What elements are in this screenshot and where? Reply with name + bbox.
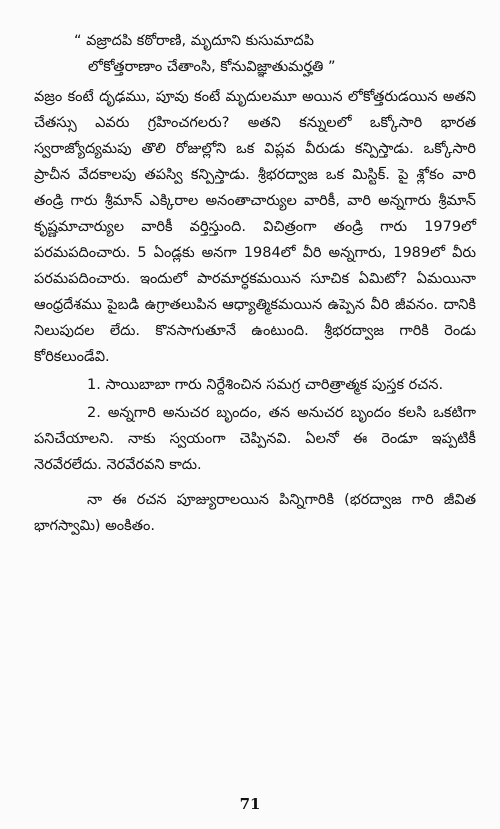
- wish-item-2: 2. అన్నగారి అనుచర బృందం, తన అనుచర బృందం కలసి ఒకటిగా పనిచేయాలని. నాకు స్వయంగా చెప్పినవి. ఏలనో ఈ రెండూ ఇప్పటికీ నెరవేరలేదు. నెరవేరవని కాదు.: [34, 405, 476, 473]
- body-paragraph: వజ్రం కంటే దృఢము, పూవు కంటే మృదులమూ అయిన లోకోత్తరుడయిన అతని చేతస్సు ఎవరు గ్రహించగలరు? అతని కన్నులలో ఒక్కోసారి భారత స్వరాజ్యోద్యమపు తొలి రోజుల్లోని ఒక విప్లవ వీరుడు కన్పిస్తాడు. ఒక్కోసారి ప్రాచీన వేదకాలపు తపస్వి కన్పిస్తాడు. శ్రీభరద్వాజ ఒక మిస్టిక్. పై శ్లోకం వారి తండ్రి గారు శ్రీమాన్ ఎక్కిరాల అనంతాచార్యుల వారికీ, వారి అన్నగారు శ్రీమాన్ కృష్ణమాచార్యుల వారికీ వర్తిస్తుంది. విచిత్రంగా తండ్రి గారు 1979లో పరమపదించారు. 5 ఏండ్లకు అనగా 1984లో వీరి అన్నగారు, 1989లో వీరు పరమపదించారు. ఇందులో పారమార్ధకమయిన సూచిక ఏమిటో? ఏమయినా ఆంధ్రదేశము పైబడి ఉగ్రాతలుపిన ఆధ్యాత్మికమయిన ఉప్పెన వీరి జీవనం. దానికి నిలుపుదల లేదు. కొనసాగుతూనే ఉంటుంది. శ్రీభరద్వాజ గారికి రెండు కోరికలుండేవి.: [34, 89, 476, 365]
- verse-line-1: “ వజ్రాదపి కఠోరాణి, మృదూని కుసుమాదపి: [74, 33, 314, 49]
- verse-line-2: లోకోత్తరాణాం చేతాంసి, కోనువిజ్ఞాతుమర్హతి ”: [88, 59, 336, 75]
- sanskrit-verse: [74, 28, 434, 80]
- page-number: 71: [239, 795, 261, 813]
- dedication-paragraph: నా ఈ రచన పూజ్యురాలయిన పిన్నిగారికి (భరద్వాజ గారి జీవిత భాగస్వామి) అంకితం.: [34, 492, 476, 534]
- wish-item-1: 1. సాయిబాబా గారు నిర్దేశించిన సమగ్ర చారిత్రాత్మక పుస్తక రచన.: [87, 377, 444, 393]
